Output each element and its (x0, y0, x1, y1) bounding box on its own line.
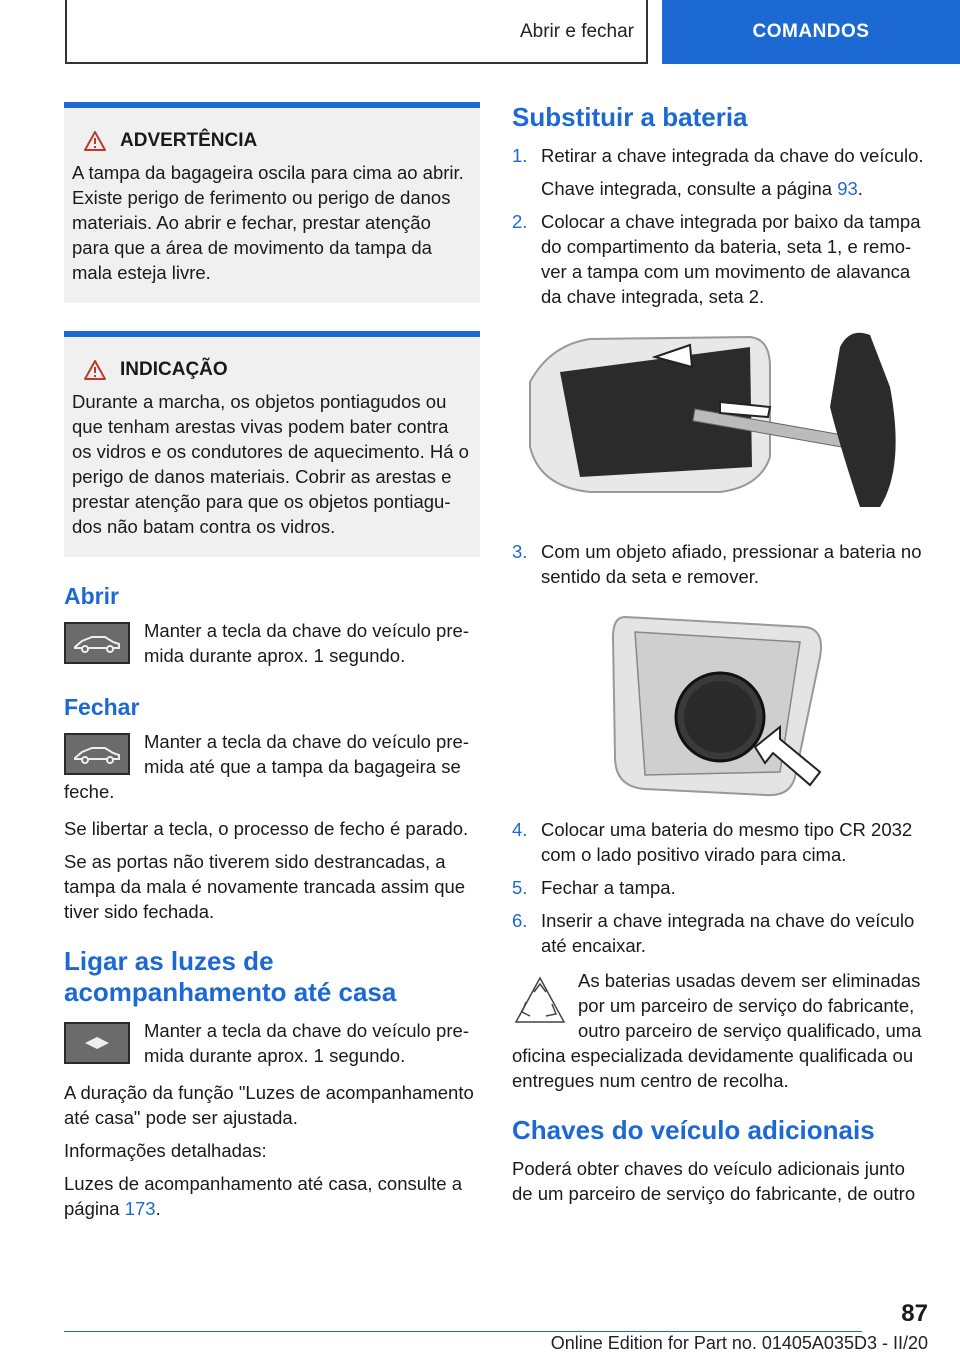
lights-instruction (64, 1018, 480, 1068)
left-column (64, 102, 480, 1229)
warning-text: A tampa da bagageira oscila para cima ao abrir. Existe perigo de ferimento ou perigo de danos materiais. Ao abrir e fechar, prestar atenção para que a área de movimento da tampa da mala esteja livre. (72, 162, 464, 283)
chapter-tab[interactable]: COMANDOS (662, 0, 960, 64)
heading-follow-me-home: Ligar as luzes de acompanhamento até casa (64, 946, 397, 1007)
notice-text: Durante a marcha, os objetos pontiagudos ou que tenham arestas vivas podem bater contra os vidros e os condutores de aquecimento. Há o perigo de danos materiais. Cobrir as arestas e prestar atenção para que os objetos pontiagudos não batam contra os vidros. (72, 391, 469, 537)
warning-triangle-icon (84, 131, 106, 151)
heading-open: Abrir (64, 583, 119, 609)
list-item: 2. Colocar a chave integrada por baixo da tampa do compartimento da bateria, seta 1, e remover a tampa com um movimento de alavanca da chave integrada, seta 2. (512, 211, 921, 307)
warning-box (64, 102, 480, 303)
section-title: Abrir e fechar (519, 21, 634, 42)
car-key-button-icon (64, 733, 130, 775)
close-paragraph: Se as portas não tiverem sido destrancadas, a tampa da mala é novamente trancada assim que tiver sido fechada. (64, 851, 466, 922)
lights-paragraph: A duração da função "Luzes de acompanhamento até casa" pode ser ajustada. (64, 1082, 474, 1128)
key-cover-illustration (512, 327, 928, 521)
list-item: 3. Com um objeto afiado, pressionar a bateria no sentido da seta e remover. (512, 541, 922, 587)
car-key-button-icon (64, 622, 130, 664)
additional-keys-text: Poderá obter chaves do veículo adicionais junto de um parceiro de serviço do fabricante, de outro (512, 1158, 916, 1204)
recycling-text: As baterias usadas devem ser eliminadas por um parceiro de serviço do fabricante, outro parceiro de serviço qualificado, uma oficina especializada devidamente qualificada ou entregues num centro de recolha. (512, 970, 922, 1091)
heading-close: Fechar (64, 694, 140, 720)
battery-removal-illustration (512, 607, 928, 799)
battery-steps (512, 143, 928, 168)
close-paragraph: Se libertar a tecla, o processo de fecho é parado. (64, 818, 469, 839)
notice-box (64, 331, 480, 557)
page-link[interactable]: 173 (124, 1198, 156, 1219)
list-item: 4. Colocar uma bateria do mesmo tipo CR 2032 com o lado positivo virado para cima. (512, 819, 913, 865)
edition-info: Online Edition for Part no. 01405A035D3 - II/20 (550, 1333, 928, 1353)
recycling-note (512, 968, 928, 1093)
recycle-icon (512, 974, 568, 1030)
lights-paragraph: Informações detalhadas: (64, 1140, 267, 1161)
notice-title: INDICAÇÃO (120, 359, 228, 380)
list-item: 6. Inserir a chave integrada na chave do veículo até encaixar. (512, 910, 915, 956)
open-text: Manter a tecla da chave do veículo premida durante aprox. 1 segundo. (144, 620, 469, 666)
warning-title: ADVERTÊNCIA (120, 130, 258, 151)
diamond-key-button-icon (64, 1022, 130, 1064)
page-number: 87 (901, 1300, 928, 1327)
step-reference: Chave integrada, consulte a página 93. (541, 178, 863, 199)
open-instruction (64, 618, 480, 668)
list-item: 5. Fechar a tampa. (512, 877, 676, 898)
lights-reference: Luzes de acompanhamento até casa, consulte a página 173. (64, 1173, 463, 1219)
close-instruction (64, 729, 480, 804)
heading-additional-keys: Chaves do veículo adicionais (512, 1115, 875, 1145)
footer-divider (64, 1331, 862, 1332)
heading-replace-battery: Substituir a bateria (512, 102, 748, 132)
page-link[interactable]: 93 (837, 178, 858, 199)
warning-triangle-icon (84, 360, 106, 380)
right-column (512, 102, 928, 1214)
close-text: Manter a tecla da chave do veículo premida até que a tampa da bagageira se feche. (64, 731, 469, 802)
list-item: 1. Retirar a chave integrada da chave do veículo. (512, 145, 924, 166)
lights-text: Manter a tecla da chave do veículo premida durante aprox. 1 segundo. (144, 1020, 469, 1066)
